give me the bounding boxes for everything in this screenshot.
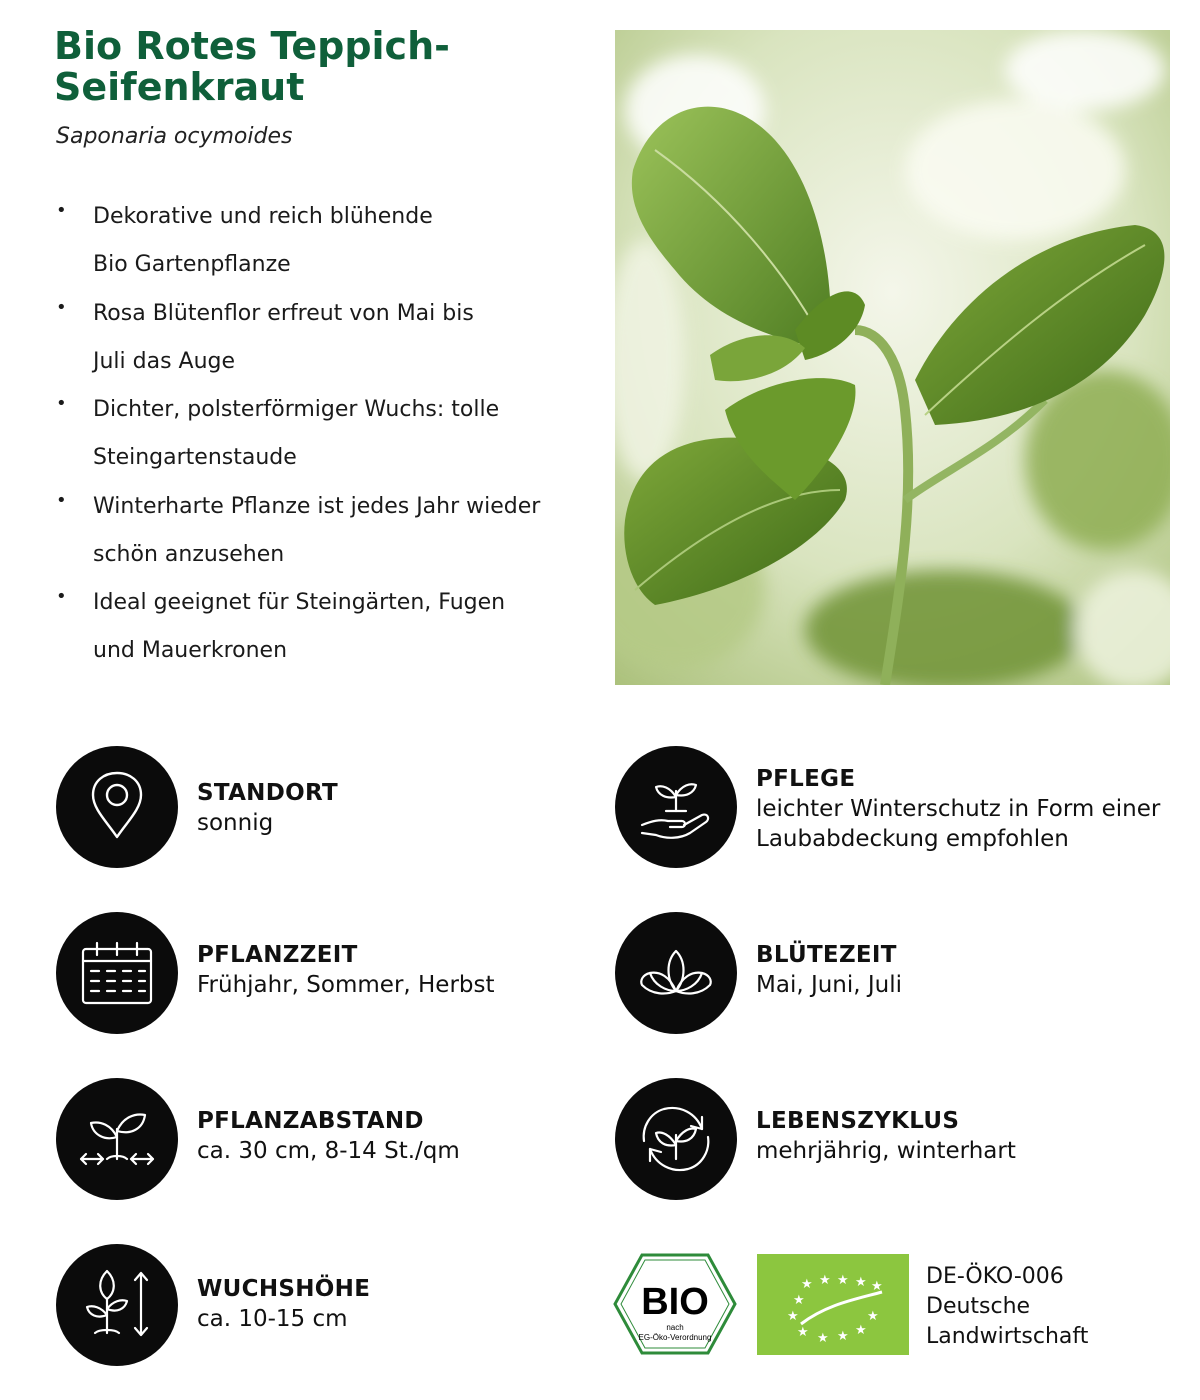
svg-text:★: ★ (793, 1293, 805, 1308)
info-wuchshoehe (56, 1244, 556, 1366)
info-lebenszyklus (615, 1078, 1175, 1200)
info-pflanzabstand (56, 1078, 556, 1200)
bio-seal-sub-2: EG-Öko-Verordnung (638, 1333, 712, 1342)
wuchshoehe-label: WUCHSHÖHE (197, 1276, 371, 1302)
pflege-value-line-2: Laubabdeckung empfohlen (756, 826, 1069, 852)
latin-name: Saponaria ocymoides (56, 124, 293, 149)
bullet-dot-icon: • (56, 200, 67, 221)
pflege-label: PFLEGE (756, 766, 856, 792)
lebenszyklus-label: LEBENSZYKLUS (756, 1108, 960, 1134)
lebenszyklus-value: mehrjährig, winterhart (756, 1138, 1016, 1164)
product-title-line-1: Bio Rotes Teppich- (54, 24, 450, 68)
feature-list (56, 193, 596, 676)
bluetezeit-value: Mai, Juni, Juli (756, 972, 903, 998)
feature-item: • Ideal geeignet für Steingärten, Fugen und Mauerkronen (56, 586, 506, 663)
product-title (54, 26, 574, 108)
product-title-line-2: Seifenkraut (54, 65, 305, 109)
certification-text (926, 1262, 1088, 1352)
svg-text:★: ★ (787, 1309, 799, 1324)
standort-value: sonnig (197, 810, 274, 836)
pflanzzeit-value: Frühjahr, Sommer, Herbst (197, 972, 495, 998)
certification-code: DE-ÖKO-006 (926, 1264, 1064, 1289)
standort-label: STANDORT (197, 780, 338, 806)
certification-origin-1: Deutsche (926, 1294, 1031, 1319)
svg-text:★: ★ (871, 1279, 883, 1294)
feature-item: • Rosa Blütenflor erfreut von Mai bis Juli das Auge (56, 296, 474, 374)
bullet-dot-icon: • (56, 489, 67, 511)
pflanzabstand-value: ca. 30 cm, 8-14 St./qm (197, 1138, 460, 1164)
svg-text:★: ★ (817, 1331, 829, 1346)
bullet-dot-icon: • (56, 296, 67, 318)
cycle-plant-icon (615, 1078, 737, 1200)
bio-seal-text: BIO (641, 1281, 709, 1323)
calendar-icon (56, 912, 178, 1034)
hand-seedling-icon (615, 746, 737, 868)
svg-text:★: ★ (855, 1323, 867, 1338)
info-standort (56, 746, 556, 868)
svg-text:★: ★ (867, 1309, 879, 1324)
svg-text:★: ★ (837, 1273, 849, 1288)
bullet-dot-icon: • (56, 393, 67, 414)
svg-text:★: ★ (837, 1329, 849, 1344)
svg-text:★: ★ (819, 1273, 831, 1288)
pflanzzeit-label: PFLANZZEIT (197, 942, 358, 968)
info-pflanzzeit (56, 912, 556, 1034)
bluetezeit-label: BLÜTEZEIT (756, 942, 897, 968)
bio-seal-icon (612, 1252, 738, 1356)
certification-origin-2: Landwirtschaft (926, 1324, 1089, 1349)
feature-item: • Dekorative und reich blühende Bio Gartenpflanze (56, 200, 433, 277)
svg-text:★: ★ (855, 1275, 867, 1290)
info-pflege (615, 746, 1175, 868)
wuchshoehe-value: ca. 10-15 cm (197, 1306, 348, 1332)
bullet-dot-icon: • (56, 586, 67, 607)
lotus-flower-icon (615, 912, 737, 1034)
svg-text:★: ★ (801, 1277, 813, 1292)
plant-height-icon (56, 1244, 178, 1366)
certification (612, 1248, 1172, 1358)
location-pin-icon (56, 746, 178, 868)
feature-item: • Dichter, polsterförmiger Wuchs: tolle Steingartenstaude (56, 393, 500, 470)
pflanzabstand-label: PFLANZABSTAND (197, 1108, 424, 1134)
plant-photo (615, 30, 1170, 685)
feature-item: • Winterharte Pflanze ist jedes Jahr wieder schön anzusehen (56, 489, 541, 567)
pflege-value-line-1: leichter Winterschutz in Form einer (756, 796, 1161, 822)
svg-text:★: ★ (797, 1325, 809, 1340)
bio-seal-sub-1: nach (666, 1323, 684, 1332)
info-bluetezeit (615, 912, 1175, 1034)
eu-organic-leaf-icon (757, 1254, 909, 1355)
plant-spacing-icon (56, 1078, 178, 1200)
